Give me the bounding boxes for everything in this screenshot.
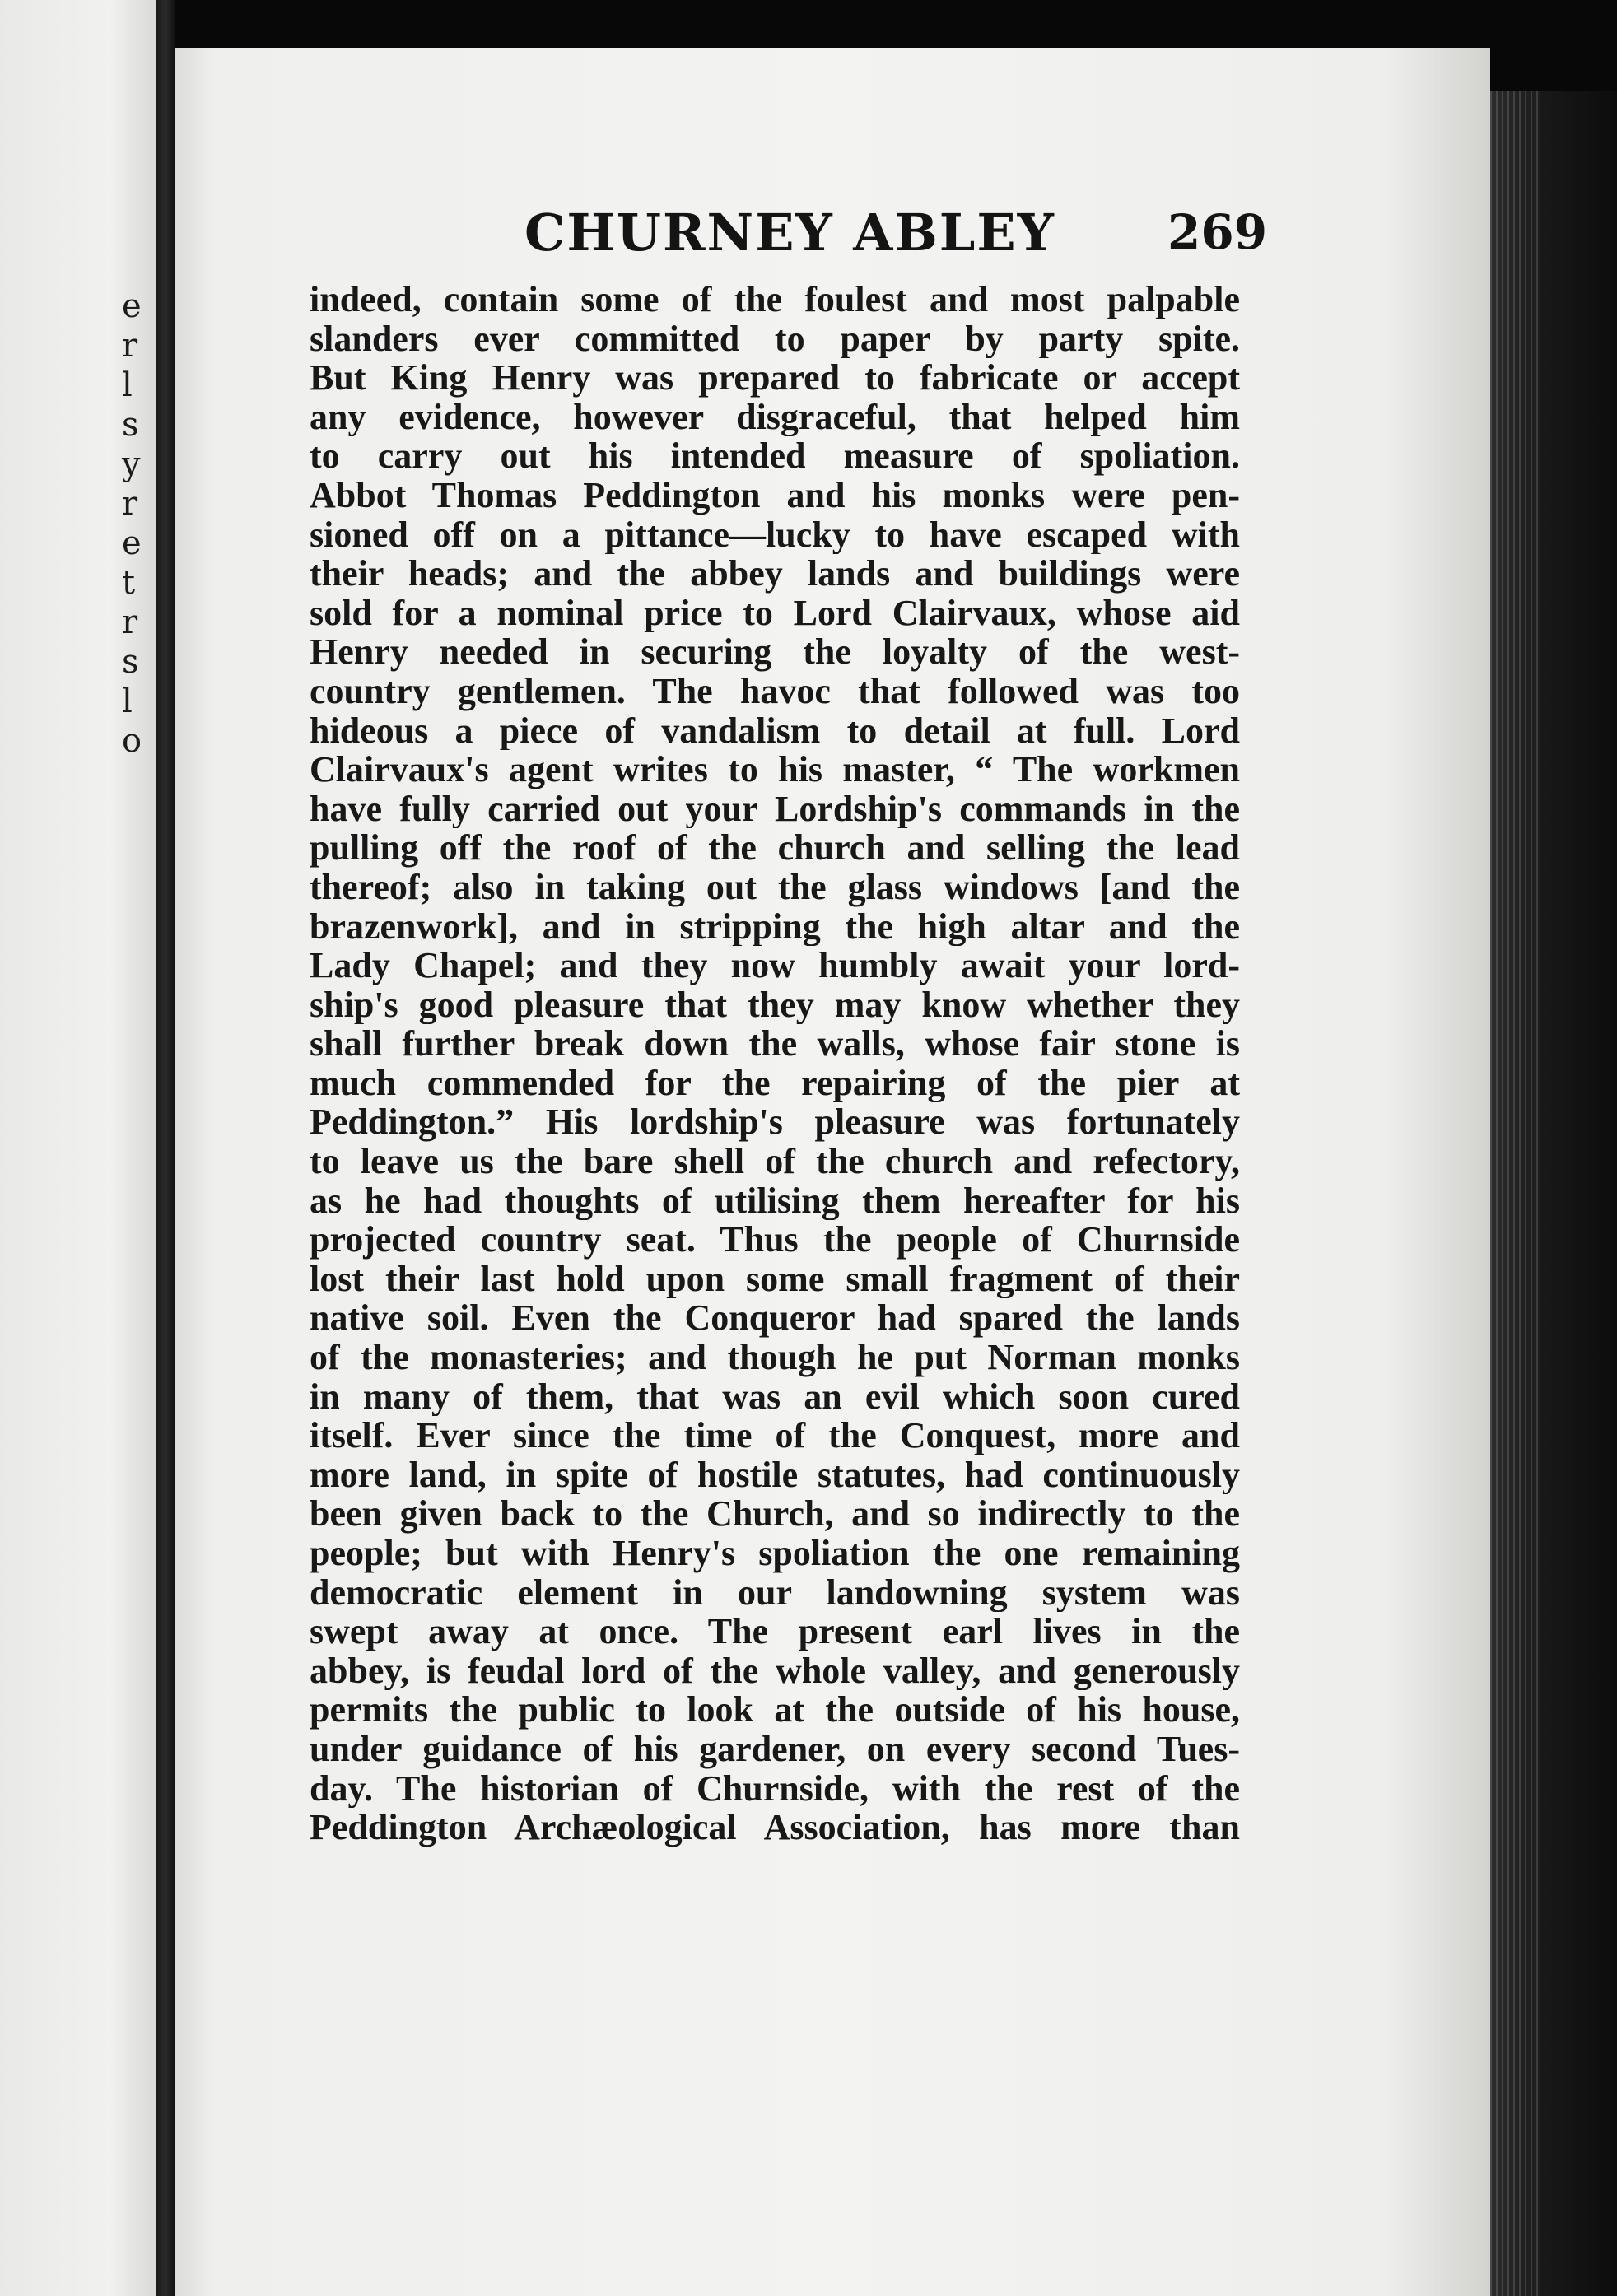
text-line: hideous a piece of vandalism to detail at full. Lord (310, 710, 1240, 751)
text-line: native soil. Even the Conqueror had spared the lands (310, 1298, 1240, 1339)
page-stack-lines (1490, 91, 1540, 2296)
text-line: to carry out his intended measure of spoliation. (310, 436, 1240, 476)
text-line: itself. Ever since the time of the Conquest, more and (310, 1416, 1240, 1455)
text-line: Abbot Thomas Peddington and his monks were pen- (310, 475, 1240, 515)
text-line: have fully carried out your Lordship's commands in the (310, 789, 1240, 829)
text-line: their heads; and the abbey lands and buildings were (310, 554, 1240, 594)
previous-page-fragment: e (122, 287, 142, 325)
text-line: swept away at once. The present earl lives in the (310, 1612, 1240, 1651)
text-line: country gentlemen. The havoc that followed was too (310, 671, 1240, 711)
previous-page-fragment: s (122, 643, 139, 681)
previous-page-fragment: l (122, 682, 133, 720)
text-line: indeed, contain some of the foulest and most palpable (310, 280, 1240, 319)
previous-page-fragment: r (122, 603, 138, 641)
text-line: projected country seat. Thus the people of Churnside (310, 1220, 1240, 1260)
text-line: shall further break down the walls, whose fair stone is (310, 1024, 1240, 1064)
text-line: abbey, is feudal lord of the whole valley, and generously (310, 1651, 1240, 1691)
text-line: as he had thoughts of utilising them hereafter for his (310, 1181, 1240, 1221)
running-header-title: CHURNEY ABLEY (524, 203, 1055, 263)
previous-page-fragment: r (122, 485, 138, 523)
text-line: Lady Chapel; and they now humbly await your lord- (310, 946, 1240, 985)
previous-page-fragment: l (122, 366, 133, 404)
text-line: But King Henry was prepared to fabricate or accept (310, 358, 1240, 398)
previous-page-fragment: r (122, 327, 138, 365)
text-line: Clairvaux's agent writes to his master, “ The workmen (310, 750, 1240, 789)
text-line: to leave us the bare shell of the church and refectory, (310, 1142, 1240, 1181)
text-line: thereof; also in taking out the glass windows [and the (310, 867, 1240, 907)
previous-page-fragment: o (122, 722, 142, 760)
text-line: Henry needed in securing the loyalty of the west- (310, 632, 1240, 672)
text-line: brazenwork], and in stripping the high altar and the (310, 906, 1240, 947)
page-number: 269 (1167, 204, 1268, 260)
page-stack-edge (1490, 91, 1617, 2296)
text-line: day. The historian of Churnside, with the rest of the (310, 1768, 1240, 1809)
text-line: Peddington.” His lordship's pleasure was fortunately (310, 1102, 1240, 1143)
text-line: much commended for the repairing of the pier at (310, 1063, 1240, 1103)
text-line: more land, in spite of hostile statutes, had continuously (310, 1455, 1240, 1495)
text-line: Peddington Archæological Association, has more than (310, 1808, 1240, 1847)
previous-page-fragment: e (122, 524, 142, 562)
text-line: of the monasteries; and though he put Norman monks (310, 1338, 1240, 1377)
previous-page-fragment: s (122, 406, 139, 444)
text-line: ship's good pleasure that they may know whether they (310, 985, 1240, 1025)
book-gutter (156, 0, 175, 2296)
text-line: slanders ever committed to paper by party spite. (310, 319, 1240, 359)
text-line: any evidence, however disgraceful, that helped him (310, 397, 1240, 437)
text-line: lost their last hold upon some small fragment of their (310, 1259, 1240, 1299)
text-line: in many of them, that was an evil which soon cured (310, 1376, 1240, 1417)
text-line: sioned off on a pittance—lucky to have escaped with (310, 515, 1240, 555)
text-line: people; but with Henry's spoliation the one remaining (310, 1534, 1240, 1573)
previous-page-fragment: t (122, 564, 136, 602)
text-line: been given back to the Church, and so indirectly to the (310, 1494, 1240, 1534)
text-line: democratic element in our landowning system was (310, 1572, 1240, 1613)
text-line: sold for a nominal price to Lord Clairvaux, whose aid (310, 593, 1240, 633)
text-line: permits the public to look at the outside of his house, (310, 1690, 1240, 1730)
previous-page-edge (0, 0, 156, 2296)
previous-page-fragment: y (122, 445, 141, 483)
body-text (310, 280, 1240, 1847)
text-line: pulling off the roof of the church and selling the lead (310, 828, 1240, 868)
text-line: under guidance of his gardener, on every second Tues- (310, 1729, 1240, 1769)
